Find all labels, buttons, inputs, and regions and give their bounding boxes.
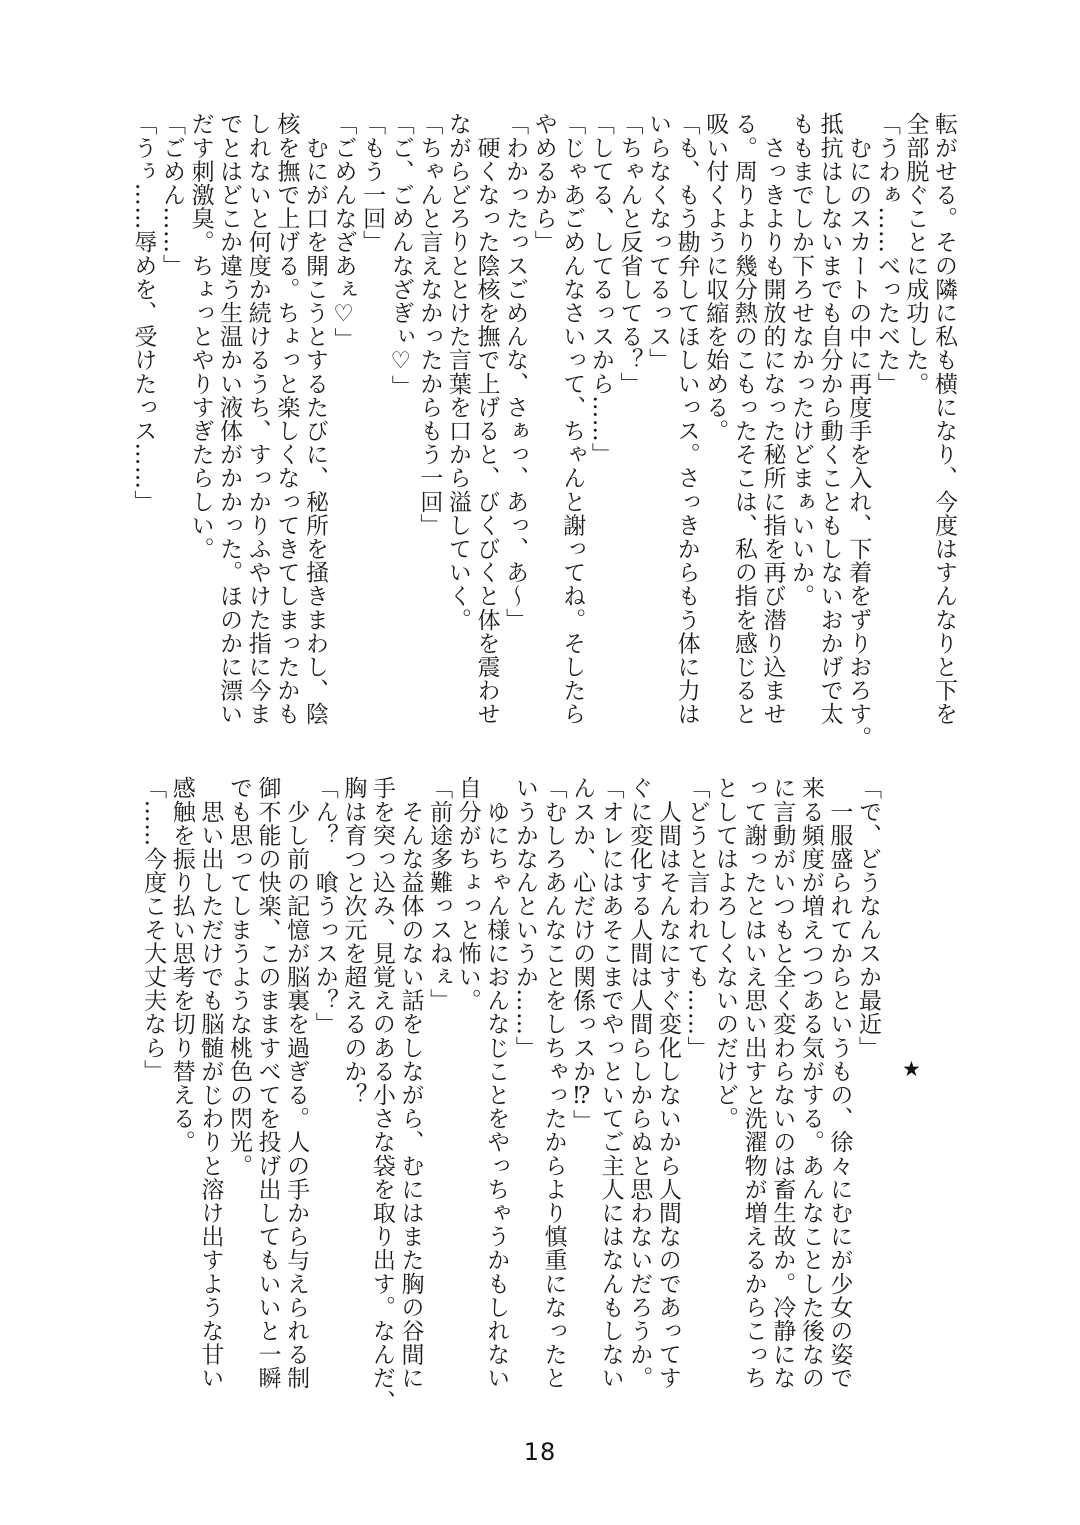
text-column: さっきよりも開放的になった秘所に指を再び潜り込ませ	[759, 112, 786, 726]
text-column: 「むしろあんなことをしちゃったからより慎重になったと	[540, 776, 567, 1390]
page-number: 18	[523, 1438, 557, 1466]
text-column: 「うぅ……辱めを、受けたっス……」	[130, 112, 157, 514]
text-column: 自分がちょっと怖い。	[454, 776, 481, 1012]
text-column: 吸い付くように収縮を始める。	[702, 112, 729, 443]
text-column: 「うわぁ……べったべた」	[873, 112, 900, 396]
text-column: 「どうと言われても……」	[683, 776, 710, 1060]
text-column: 手を突っ込み、見覚えのある小さな袋を取り出す。なんだ、	[368, 776, 395, 1414]
text-column: 「じゃあごめんなさいって、ちゃんと謝ってね。そしたら	[559, 112, 586, 726]
text-column: 「わかったっスごめんな、さぁっ、あっ、あ～」	[502, 112, 529, 632]
text-column: 一服盛られてからというもの、徐々にむにが少女の姿で	[826, 776, 853, 1390]
text-column: 「も、もう勘弁してほしいっス。さっきからもう体に力は	[673, 112, 700, 726]
text-column: いうかなんというか……」	[511, 776, 538, 1060]
text-column: 感触を振り払い思考を切り替える。	[168, 776, 195, 1154]
text-column: 抵抗はしないまでも自分から動くこともしないおかげで太	[816, 112, 843, 726]
text-column: 硬くなった陰核を撫で上げると、びくびくと体を震わせ	[473, 112, 500, 726]
text-column: でとはどこか違う生温かい液体がかかった。ほのかに漂い	[216, 112, 243, 726]
text-column: 「もう一回」	[359, 112, 386, 254]
text-column: に言動がいつもと全く変わらないのは畜生故か。冷静にな	[769, 776, 796, 1390]
text-column: 「ちゃんと言えなかったからもう一回」	[416, 112, 443, 537]
text-column: 来る頻度が増えつつある気がする。あんなことした後なの	[797, 776, 824, 1390]
text-column: 御不能の快楽、このまますべてを投げ出してもいいと一瞬	[254, 776, 281, 1390]
story-text-block-bottom	[139, 776, 882, 1424]
text-column: 「オレにはあそこまでやっといてご主人にはなんもしない	[597, 776, 624, 1390]
text-column: ぐに変化する人間は人間らしからぬと思わないだろうか。	[626, 776, 653, 1390]
story-text-block-top	[129, 112, 958, 760]
text-column: 「……今度こそ大丈夫なら」	[140, 776, 167, 1083]
text-column: そんな益体のない話をしながら、むにはまた胸の谷間に	[397, 776, 424, 1390]
text-column: 「ごめんなざあぇ♡」	[330, 112, 357, 351]
text-column: ながらどろりととけた言葉を口から溢していく。	[444, 112, 471, 632]
text-column: 「ごめん……」	[158, 112, 185, 278]
text-column: いらなくなってるっス」	[645, 112, 672, 372]
text-column: 「前途多難っスねぇ」	[426, 776, 453, 1012]
text-column: 「で、どうなんスか最近」	[855, 776, 881, 1060]
text-column: ももまでしか下ろせなかったけどまぁいいか。	[788, 112, 815, 608]
text-column: としてはよろしくないのだけど。	[712, 776, 739, 1130]
text-column: しれないと何度か続けるうち、すっかりふやけた指に今ま	[244, 112, 271, 726]
text-column: だす刺激臭。ちょっとやりすぎたらしい。	[187, 112, 214, 561]
text-column: むにのスカートの中に再度手を入れ、下着をずりおろす。	[845, 112, 872, 750]
text-column: やめるから」	[530, 112, 557, 254]
text-column: 「ご、ごめんなざぎぃ♡」	[387, 112, 414, 399]
text-column: ゆにちゃん様におんなじことをやっちゃうかもしれない	[483, 776, 510, 1390]
text-column: 「ちゃんと反省してる？」	[616, 112, 643, 396]
text-column: 「ん？ 喰うっスか？」	[311, 776, 338, 1036]
text-column: 核を撫で上げる。ちょっと楽しくなってきてしまったかも	[273, 112, 300, 726]
text-column: 全部脱ぐことに成功した。	[902, 112, 929, 396]
text-column: 転がせる。その隣に私も横になり、今度はすんなりと下を	[931, 112, 957, 726]
text-column: 少し前の記憶が脳裏を過ぎる。人の手から与えられる制	[283, 776, 310, 1390]
text-column: 「してる、してるっスから……」	[587, 112, 614, 466]
text-column: る。周りより幾分熱のこもったそこは、私の指を感じると	[730, 112, 757, 726]
text-column: んスか、心だけの関係っスか⁉」	[569, 776, 596, 1133]
text-column: 胸は育つと次元を超えるのか？	[340, 776, 367, 1107]
section-marker-star: ★	[902, 1057, 921, 1081]
text-column: むにが口を開こうとするたびに、秘所を掻きまわし、陰	[301, 112, 328, 726]
text-column: 人間はそんなにすぐ変化しないから人間なのであってす	[654, 776, 681, 1390]
text-column: でも思ってしまうような桃色の閃光。	[225, 776, 252, 1178]
text-column: 思い出しただけでも脳髄がじわりと溶け出すような甘い	[197, 776, 224, 1390]
text-column: って謝ったとはいえ思い出すと洗濯物が増えるからこっち	[740, 776, 767, 1390]
